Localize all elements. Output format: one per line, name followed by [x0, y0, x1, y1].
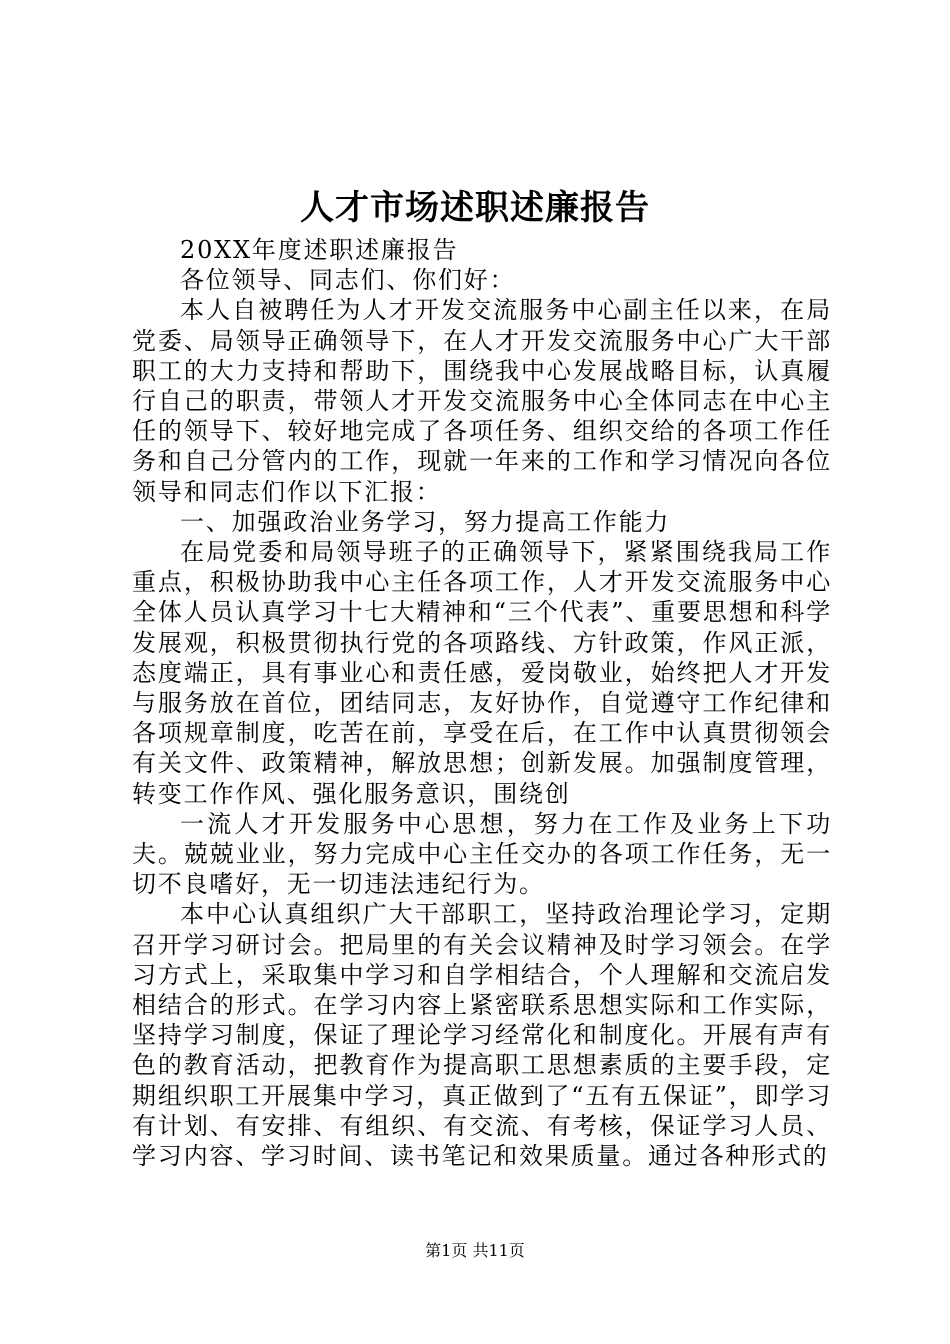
paragraph-body: 本中心认真组织广大干部职工，坚持政治理论学习，定期召开学习研讨会。把局里的有关会议精神及时学习领会。在学习方式上，采取集中学习和自学相结合，个人理解和交流启发相结合的形式。在学习内容上紧密联系思想实际和工作实际，坚持学习制度，保证了理论学习经常化和制度化。开展有声有色的教育活动，把教育作为提高职工思想素质的主要手段，定期组织职工开展集中学习，真正做到了“五有五保证”，即学习有计划、有安排、有组织、有交流、有考核，保证学习人员、学习内容、学习时间、读书笔记和效果质量。通过各种形式的: [132, 900, 832, 1171]
document-title: 人才市场述职述廉报告: [300, 188, 650, 228]
paragraph-section-heading: 一、加强政治业务学习，努力提高工作能力: [180, 507, 671, 536]
paragraph-body: 在局党委和局领导班子的正确领导下，紧紧围绕我局工作重点，积极协助我中心主任各项工作，人才开发交流服务中心全体人员认真学习十七大精神和“三个代表”、重要思想和科学发展观，积极贯彻执行党的各项路线、方针政策，作风正派，态度端正，具有事业心和责任感，爱岗敬业，始终把人才开发与服务放在首位，团结同志，友好协作，自觉遵守工作纪律和各项规章制度，吃苦在前，享受在后，在工作中认真贯彻领会有关文件、政策精神，解放思想；创新发展。加强制度管理，转变工作作风、强化服务意识，围绕创: [132, 538, 832, 808]
paragraph-report-heading: 20XX年度述职述廉报告: [180, 236, 459, 264]
paragraph-salutation: 各位领导、同志们、你们好：: [180, 266, 516, 295]
page-footer: 第1页 共11页: [425, 1241, 525, 1260]
document-body: [132, 235, 832, 1171]
paragraph-intro: 本人自被聘任为人才开发交流服务中心副主任以来，在局党委、局领导正确领导下，在人才开发交流服务中心广大干部职工的大力支持和帮助下，围绕我中心发展战略目标，认真履行自己的职责，带领人才开发交流服务中心全体同志在中心主任的领导下、较好地完成了各项任务、组织交给的各项工作任务和自己分管内的工作，现就一年来的工作和学习情况向各位领导和同志们作以下汇报：: [132, 296, 832, 506]
paragraph-body: 一流人才开发服务中心思想，努力在工作及业务上下功夫。兢兢业业，努力完成中心主任交办的各项工作任务，无一切不良嗜好，无一切违法违纪行为。: [132, 809, 832, 899]
